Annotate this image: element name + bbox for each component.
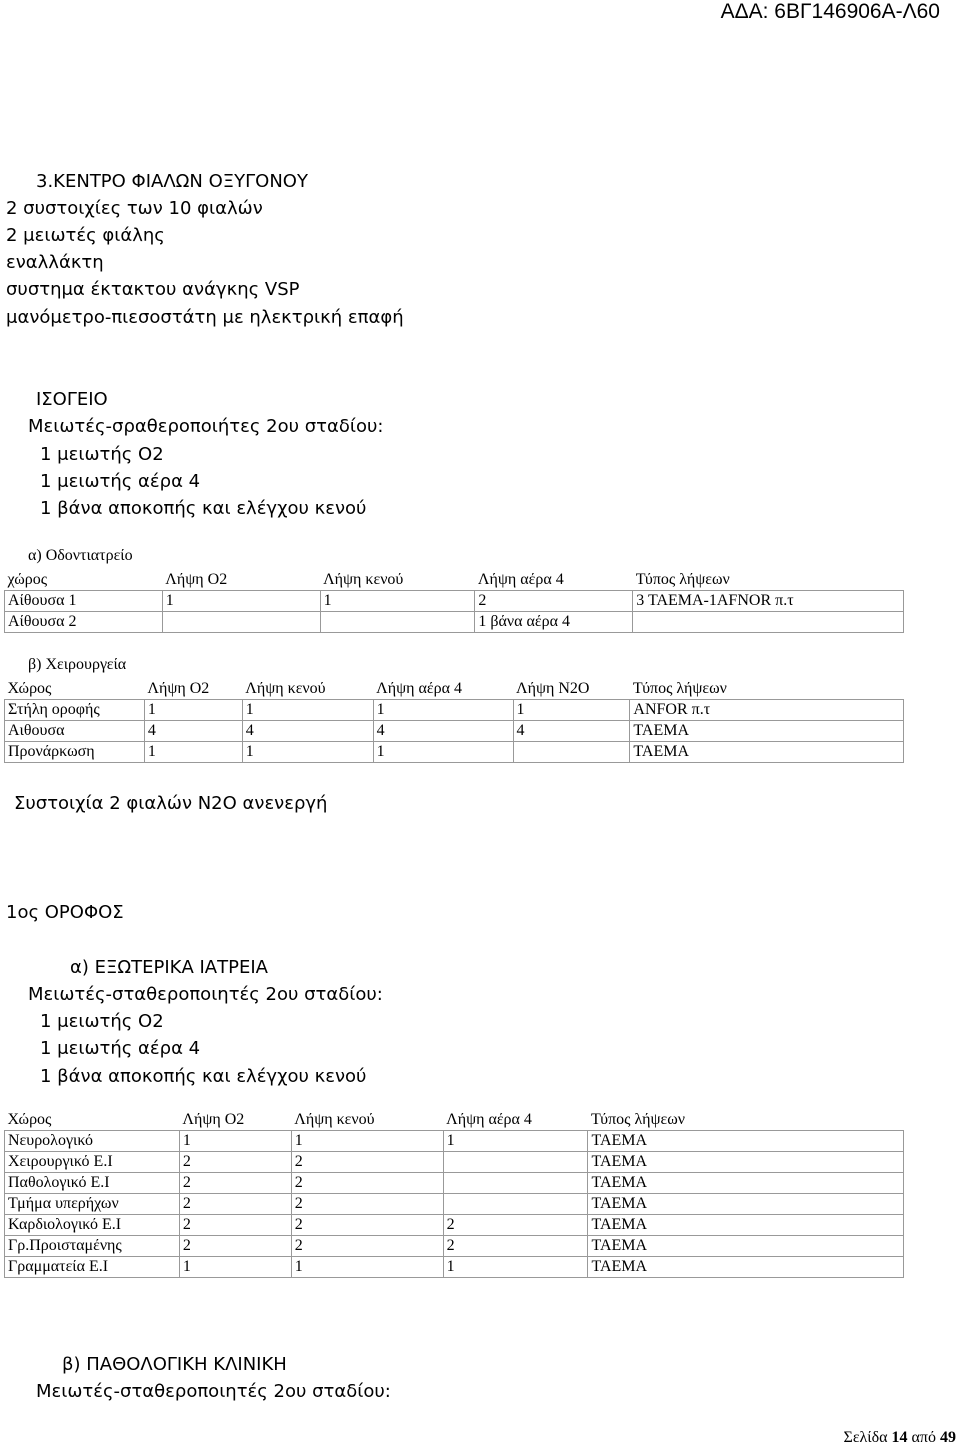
surgery-title: β) Χειρουργεία	[28, 656, 127, 673]
table-header-cell: Λήψη Ο2	[179, 1110, 291, 1131]
table-header-cell: Τύπος λήψεων	[588, 1110, 904, 1131]
table-header-cell: Τύπος λήψεων	[633, 570, 904, 591]
table-cell: Τμήμα υπερήχων	[5, 1194, 180, 1215]
ground-line: Μειωτές-σραθεροποιήτες 2ου σταδίου:	[28, 416, 384, 437]
pathology-title: β) ΠΑΘΟΛΟΓΙΚΗ ΚΛΙΝΙΚΗ	[62, 1354, 287, 1375]
section3-line: εναλλάκτη	[6, 252, 104, 273]
table-header-cell: Λήψη Ν2Ο	[513, 679, 630, 700]
table-row	[5, 1173, 904, 1194]
table-cell: ΤΑΕΜΑ	[588, 1236, 904, 1257]
table-cell: 1	[320, 591, 475, 612]
table-header-cell: Λήψη κενού	[242, 679, 373, 700]
table-cell: 4	[144, 721, 242, 742]
table-cell: 2	[179, 1173, 291, 1194]
table-row	[5, 1194, 904, 1215]
footer-middle: από	[907, 1429, 940, 1446]
table-cell	[162, 612, 320, 633]
table-cell: 2	[291, 1236, 443, 1257]
table-cell: ΤΑΕΜΑ	[588, 1152, 904, 1173]
table-header-cell: Λήψη κενού	[320, 570, 475, 591]
page-total: 49	[940, 1429, 956, 1446]
table-cell: 2	[291, 1173, 443, 1194]
table-cell: 1	[179, 1257, 291, 1278]
table-row	[5, 1215, 904, 1236]
table-row	[5, 742, 904, 763]
clinics-title: α) ΕΞΩΤΕΡΙΚΑ ΙΑΤΡΕΙΑ	[70, 957, 268, 978]
table-cell: ΤΑΕΜΑ	[630, 721, 904, 742]
table-row	[5, 1152, 904, 1173]
table-cell: Γρ.Προισταμένης	[5, 1236, 180, 1257]
table-cell	[443, 1173, 588, 1194]
table-cell: 2	[179, 1152, 291, 1173]
floor1-title: 1ος ΟΡΟΦΟΣ	[6, 902, 124, 923]
table-cell: 1	[242, 742, 373, 763]
table-cell: 1	[179, 1131, 291, 1152]
table-cell: Γραμματεία Ε.Ι	[5, 1257, 180, 1278]
table-cell: 1	[443, 1131, 588, 1152]
table-row	[5, 721, 904, 742]
table-cell: ΤΑΕΜΑ	[588, 1131, 904, 1152]
table-cell: 2	[475, 591, 633, 612]
table-header-row	[5, 570, 904, 591]
table-cell: 1	[162, 591, 320, 612]
ada-code: ΑΔΑ: 6ΒΓ146906Α-Λ60	[720, 0, 940, 23]
table-cell: 2	[179, 1236, 291, 1257]
table-cell: 2	[179, 1215, 291, 1236]
table-header-cell: χώρος	[5, 570, 163, 591]
table-cell: 3 ΤΑΕΜΑ-1AFNOR π.τ	[633, 591, 904, 612]
pathology-line: Μειωτές-σταθεροποιητές 2ου σταδίου:	[36, 1381, 391, 1402]
table-cell	[633, 612, 904, 633]
table-cell: 1	[291, 1257, 443, 1278]
table-header-row	[5, 1110, 904, 1131]
ground-line: 1 μειωτής Ο2	[40, 444, 164, 465]
table-cell: 1	[291, 1131, 443, 1152]
section-title: 3.ΚΕΝΤΡΟ ΦΙΑΛΩΝ ΟΞΥΓΟΝΟΥ	[36, 171, 308, 192]
table-cell: 2	[291, 1215, 443, 1236]
table-cell: ΤΑΕΜΑ	[588, 1173, 904, 1194]
table-header-cell: Λήψη αέρα 4	[443, 1110, 588, 1131]
table-cell	[320, 612, 475, 633]
section3-line: συστημα έκτακτου ανάγκης VSP	[6, 279, 300, 300]
table-row	[5, 1257, 904, 1278]
table-cell: Χειρουργικό Ε.Ι	[5, 1152, 180, 1173]
table-cell: Στήλη οροφής	[5, 700, 145, 721]
table-header-cell: Τύπος λήψεων	[630, 679, 904, 700]
table-header-cell: Λήψη αέρα 4	[373, 679, 513, 700]
table-header-cell: Χώρος	[5, 679, 145, 700]
table-cell	[443, 1152, 588, 1173]
dental-table	[4, 570, 904, 633]
clinics-table	[4, 1110, 904, 1278]
page-footer	[844, 1429, 956, 1447]
surgery-table	[4, 679, 904, 763]
table-header-cell: Λήψη κενού	[291, 1110, 443, 1131]
table-row	[5, 1131, 904, 1152]
table-cell: ΤΑΕΜΑ	[630, 742, 904, 763]
table-cell: 1	[513, 700, 630, 721]
table-cell: ΤΑΕΜΑ	[588, 1257, 904, 1278]
table-cell: 4	[242, 721, 373, 742]
ground-line: 1 μειωτής αέρα 4	[40, 471, 201, 492]
table-cell: 4	[513, 721, 630, 742]
ground-line: 1 βάνα αποκοπής και ελέγχου κενού	[40, 498, 367, 519]
table-cell: ΤΑΕΜΑ	[588, 1194, 904, 1215]
table-cell: 2	[179, 1194, 291, 1215]
table-cell	[443, 1194, 588, 1215]
table-header-row	[5, 679, 904, 700]
table-cell: Καρδιολογικό Ε.Ι	[5, 1215, 180, 1236]
table-cell: 1	[144, 700, 242, 721]
table-row	[5, 612, 904, 633]
table-cell: 1	[373, 742, 513, 763]
ground-title: ΙΣΟΓΕΙΟ	[36, 389, 108, 410]
table-cell: 1	[242, 700, 373, 721]
table-cell: ΤΑΕΜΑ	[588, 1215, 904, 1236]
clinics-line: 1 βάνα αποκοπής και ελέγχου κενού	[40, 1066, 367, 1087]
table-header-cell: Λήψη αέρα 4	[475, 570, 633, 591]
table-row	[5, 700, 904, 721]
table-cell: 1 βάνα αέρα 4	[475, 612, 633, 633]
table-cell: Αίθουσα 1	[5, 591, 163, 612]
table-cell: ANFOR π.τ	[630, 700, 904, 721]
table-header-cell: Χώρος	[5, 1110, 180, 1131]
clinics-line: 1 μειωτής αέρα 4	[40, 1038, 201, 1059]
table-cell: Παθολογικό Ε.Ι	[5, 1173, 180, 1194]
table-cell: Νευρολογικό	[5, 1131, 180, 1152]
table-cell: 2	[443, 1215, 588, 1236]
table-row	[5, 1236, 904, 1257]
n2o-note: Συστοιχία 2 φιαλών Ν2Ο ανενεργή	[14, 793, 328, 814]
section3-line: 2 συστοιχίες των 10 φιαλών	[6, 198, 263, 219]
table-cell: Αίθουσα 2	[5, 612, 163, 633]
table-cell: Προνάρκωση	[5, 742, 145, 763]
table-row	[5, 591, 904, 612]
table-cell: 2	[291, 1152, 443, 1173]
clinics-line: Μειωτές-σταθεροποιητές 2ου σταδίου:	[28, 984, 383, 1005]
table-cell: 2	[291, 1194, 443, 1215]
table-cell: Αιθουσα	[5, 721, 145, 742]
clinics-line: 1 μειωτής Ο2	[40, 1011, 164, 1032]
section3-line: 2 μειωτές φιάλης	[6, 225, 165, 246]
table-header-cell: Λήψη Ο2	[162, 570, 320, 591]
table-header-cell: Λήψη Ο2	[144, 679, 242, 700]
dental-title: α) Οδοντιατρείο	[28, 547, 133, 564]
page-number: 14	[891, 1429, 908, 1446]
table-cell: 1	[144, 742, 242, 763]
footer-prefix: Σελίδα	[843, 1429, 892, 1446]
table-cell: 2	[443, 1236, 588, 1257]
section3-line: μανόμετρο-πιεσοστάτη με ηλεκτρική επαφή	[6, 307, 404, 328]
table-cell: 4	[373, 721, 513, 742]
table-cell: 1	[373, 700, 513, 721]
table-cell	[513, 742, 630, 763]
table-cell: 1	[443, 1257, 588, 1278]
